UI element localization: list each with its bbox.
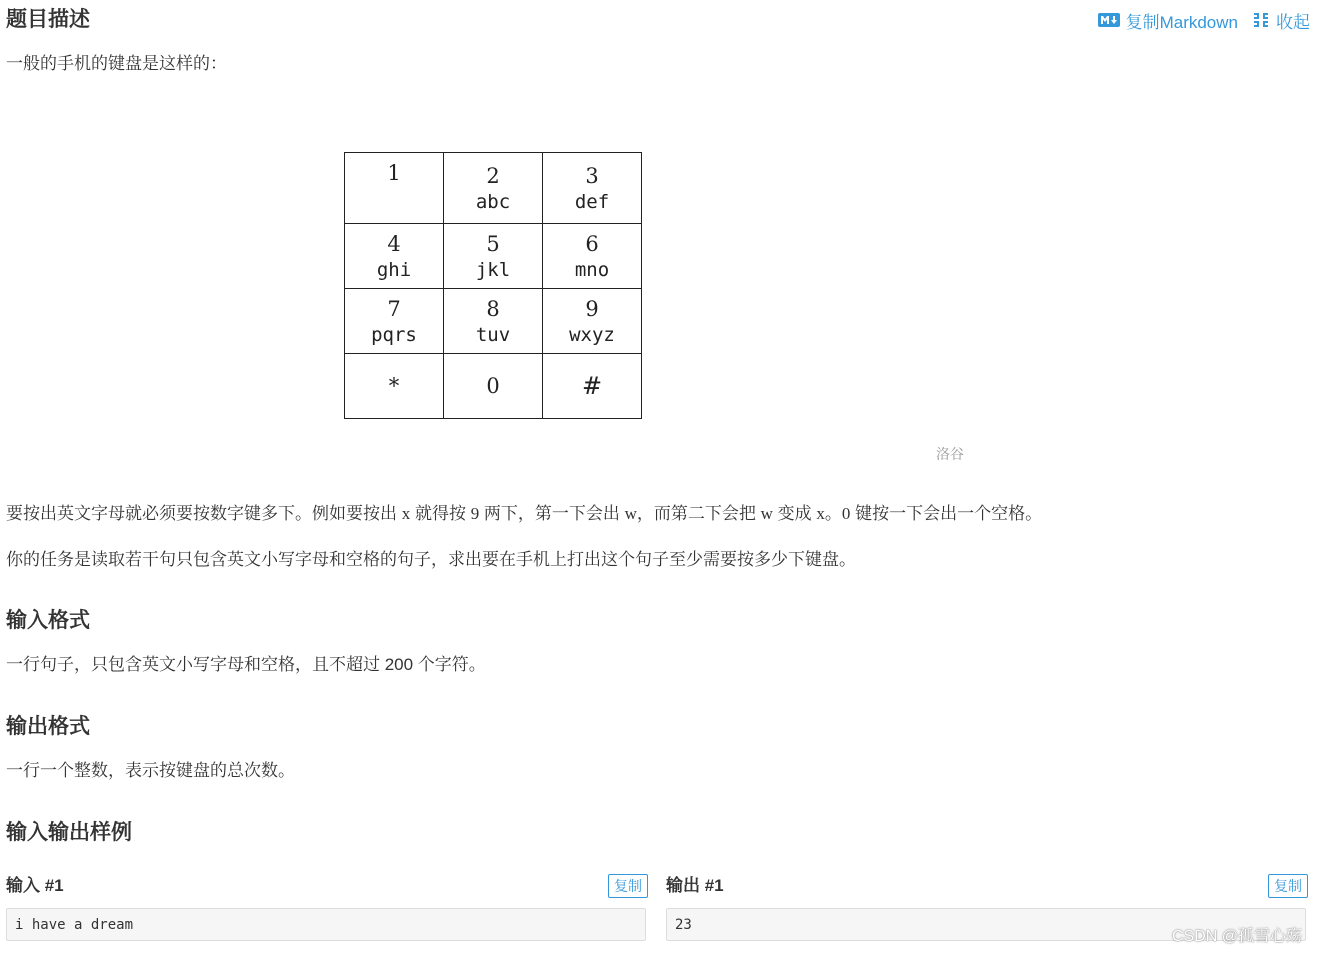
- key-cell: [543, 153, 642, 224]
- input-format-title: 输入格式: [6, 609, 90, 632]
- key-letters: ghi: [376, 259, 412, 281]
- math-token: 0: [841, 504, 851, 523]
- key-cell: [345, 153, 444, 224]
- text-run: 变成: [772, 504, 817, 523]
- math-token: x: [816, 504, 825, 523]
- key-letters: mno: [574, 259, 610, 281]
- key-letters: pqrs: [371, 324, 417, 346]
- key-cell: [444, 354, 543, 419]
- markdown-icon: [1098, 13, 1120, 27]
- sample-input-header: [6, 872, 648, 900]
- output-format-text: 一行一个整数，表示按键盘的总次数。: [6, 761, 295, 780]
- sample-output-header: [666, 872, 1308, 900]
- text-run: 就得按: [410, 504, 471, 523]
- key-digit: 8: [486, 297, 500, 321]
- keypad-row: [345, 153, 642, 224]
- copy-output-button[interactable]: 复制: [1268, 874, 1308, 898]
- key-cell: [444, 153, 543, 224]
- phone-keypad-image: [344, 152, 642, 419]
- section-title: 题目描述: [6, 8, 90, 31]
- description-paragraph-1: [6, 502, 1042, 526]
- key-cell: [444, 224, 543, 289]
- math-token: w: [760, 504, 773, 523]
- description-paragraph-2: 你的任务是读取若干句只包含英文小写字母和空格的句子，求出要在手机上打出这个句子至少需要按多少下键盘。: [6, 550, 856, 569]
- key-cell: [345, 354, 444, 419]
- sample-input-panel: [6, 872, 648, 952]
- text-run: 要按出英文字母就必须要按数字键多下。例如要按出: [6, 504, 402, 523]
- collapse-icon: [1252, 11, 1270, 29]
- math-token: w: [624, 504, 637, 523]
- csdn-watermark: CSDN @孤雪心殇: [1171, 928, 1302, 945]
- key-cell: [444, 289, 543, 354]
- intro-text: 一般的手机的键盘是这样的：: [6, 54, 227, 73]
- header-actions: [1098, 4, 1310, 36]
- collapse-button[interactable]: [1252, 8, 1310, 33]
- key-digit: 4: [387, 232, 401, 256]
- key-letters: tuv: [475, 324, 511, 346]
- keypad-row: [345, 224, 642, 289]
- key-cell: [543, 354, 642, 419]
- key-cell: [543, 224, 642, 289]
- key-digit: 0: [486, 374, 500, 398]
- collapse-label: 收起: [1276, 12, 1310, 32]
- image-watermark: 洛谷: [936, 446, 964, 462]
- math-token: 9: [470, 504, 480, 523]
- copy-input-button[interactable]: 复制: [608, 874, 648, 898]
- text-run: ，而第二下会把: [636, 504, 761, 523]
- keypad-row: [345, 289, 642, 354]
- text-run: 两下，第一下会出: [479, 504, 625, 523]
- key-letters: jkl: [475, 259, 511, 281]
- problem-page: [6, 0, 1310, 954]
- key-digit: 6: [585, 232, 599, 256]
- key-letters: abc: [475, 191, 511, 213]
- key-digit: *: [388, 374, 400, 398]
- key-digit: 3: [585, 164, 599, 188]
- text-run: 键按一下会出一个空格。: [850, 504, 1043, 523]
- key-digit: 7: [387, 297, 401, 321]
- copy-markdown-button[interactable]: [1098, 8, 1238, 33]
- sample-output-label: 输出 #1: [666, 876, 724, 895]
- sample-input-label: 输入 #1: [6, 876, 64, 895]
- keypad-row: [345, 354, 642, 419]
- output-format-title: 输出格式: [6, 715, 90, 738]
- key-digit: 2: [486, 164, 500, 188]
- key-digit: 5: [486, 232, 500, 256]
- text-run: 。: [824, 504, 842, 523]
- sample-output-code[interactable]: 23: [666, 908, 1306, 941]
- samples-title: 输入输出样例: [6, 821, 132, 844]
- key-cell: [345, 289, 444, 354]
- key-cell: [543, 289, 642, 354]
- section-header: [6, 4, 1310, 36]
- key-letters: def: [574, 191, 610, 213]
- input-format-text: 一行句子，只包含英文小写字母和空格，且不超过 200 个字符。: [6, 655, 486, 674]
- key-digit: 9: [585, 297, 599, 321]
- key-digit: #: [581, 372, 603, 400]
- sample-input-code[interactable]: i have a dream: [6, 908, 646, 941]
- key-digit: 1: [387, 161, 401, 185]
- key-cell: [345, 224, 444, 289]
- math-token: x: [401, 504, 411, 523]
- copy-markdown-label: 复制Markdown: [1125, 12, 1238, 32]
- key-letters: wxyz: [569, 324, 615, 346]
